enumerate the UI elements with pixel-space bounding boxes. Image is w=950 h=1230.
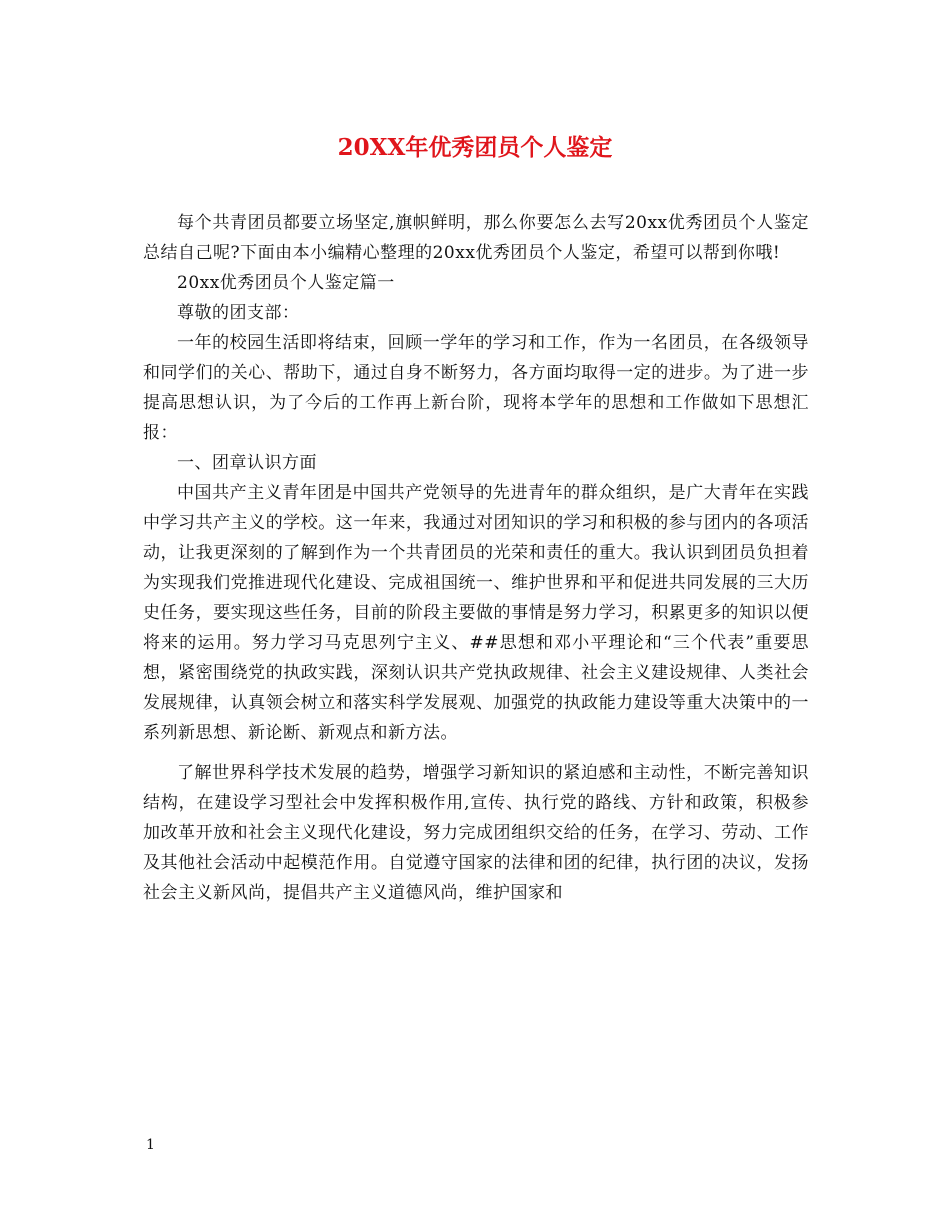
paragraph-science: 了解世界科学技术发展的趋势，增强学习新知识的紧迫感和主动性，不断完善知识结构，在建设学习型社会中发挥积极作用,宣传、执行党的路线、方针和政策，积极参加改革开放和社会主义现代化建设，努力完成团组织交给的任务，在学习、劳动、工作及其他社会活动中起模范作用。自觉遵守国家的法律和团的纪律，执行团的决议，发扬社会主义新风尚，提倡共产主义道德风尚，维护国家和: [143, 763, 809, 903]
page-number: 1: [146, 1137, 155, 1153]
paragraph-salutation: 尊敬的团支部：: [177, 303, 300, 323]
paragraph-charter: 中国共产主义青年团是中国共产党领导的先进青年的群众组织，是广大青年在实践中学习共产主义的学校。这一年来，我通过对团知识的学习和积极的参与团内的各项活动，让我更深刻的了解到作为一个共青团员的光荣和责任的重大。我认识到团员负担着为实现我们党推进现代化建设、完成祖国统一、维护世界和平和促进共同发展的三大历史任务，要实现这些任务，目前的阶段主要做的事情是努力学习，积累更多的知识以便将来的运用。努力学习马克思列宁主义、##思想和邓小平理论和“三个代表”重要思想，紧密围绕党的执政实践，深刻认识共产党执政规律、社会主义建设规律、人类社会发展规律，认真领会树立和落实科学发展观、加强党的执政能力建设等重大决策中的一系列新思想、新论断、新观点和新方法。: [143, 483, 809, 743]
paragraph-review: 一年的校园生活即将结束，回顾一学年的学习和工作，作为一名团员，在各级领导和同学们的关心、帮助下，通过自身不断努力，各方面均取得一定的进步。为了进一步提高思想认识，为了今后的工作再上新台阶，现将本学年的思想和工作做如下思想汇报：: [143, 333, 809, 443]
page-title: 20XX年优秀团员个人鉴定: [337, 134, 613, 161]
paragraph-subheading-charter: 一、团章认识方面: [177, 453, 317, 473]
document-body: [143, 208, 809, 908]
paragraph-intro: 每个共青团员都要立场坚定,旗帜鲜明，那么你要怎么去写20xx优秀团员个人鉴定总结自己呢?下面由本小编精心整理的20xx优秀团员个人鉴定，希望可以帮到你哦!: [143, 213, 809, 263]
paragraph-section-heading: 20xx优秀团员个人鉴定篇一: [177, 273, 395, 293]
